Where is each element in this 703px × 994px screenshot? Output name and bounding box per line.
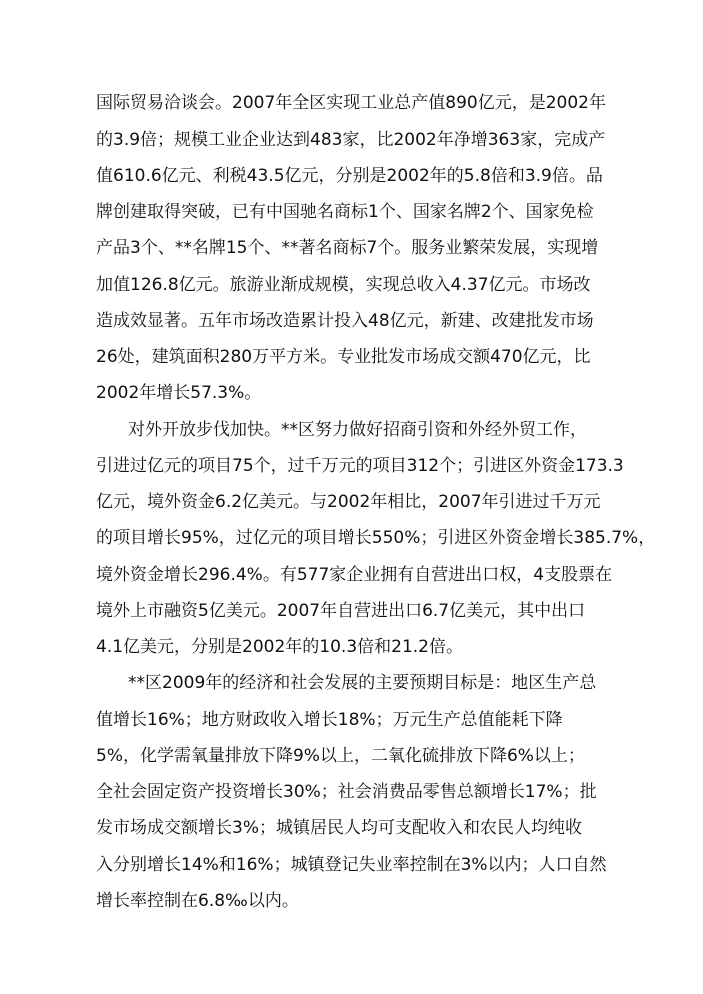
paragraph-start-line: **区2009年的经济和社会发展的主要预期目标是：地区生产总 [128, 673, 597, 693]
text-line: 加值126.8亿元。旅游业渐成规模，实现总收入4.37亿元。市场改 [96, 275, 591, 295]
text-line: 值610.6亿元、利税43.5亿元，分别是2002年的5.8倍和3.9倍。品 [96, 166, 603, 186]
text-line: 牌创建取得突破，已有中国驰名商标1个、国家名牌2个、国家免检 [96, 202, 594, 222]
text-line: 的项目增长95%，过亿元的项目增长550%；引进区外资金增长385.7%， [96, 528, 656, 548]
text-line: 引进过亿元的项目75个，过千万元的项目312个；引进区外资金173.3 [96, 456, 624, 476]
text-line: 造成效显著。五年市场改造累计投入48亿元，新建、改建批发市场 [96, 311, 594, 331]
text-line: 的3.9倍；规模工业企业达到483家，比2002年净增363家，完成产 [96, 130, 606, 150]
text-line: 5%，化学需氧量排放下降9%以上，二氧化硫排放下降6%以上； [96, 746, 585, 766]
text-line: 入分别增长14%和16%；城镇登记失业率控制在3%以内；人口自然 [96, 855, 607, 875]
text-line: 全社会固定资产投资增长30%；社会消费品零售总额增长17%；批 [96, 782, 597, 802]
text-line: 增长率控制在6.8‰以内。 [96, 891, 299, 911]
text-line: 值增长16%；地方财政收入增长18%；万元生产总值能耗下降 [96, 710, 563, 730]
text-line: 国际贸易洽谈会。2007年全区实现工业总产值890亿元，是2002年 [96, 93, 606, 113]
paragraph-start-line: 对外开放步伐加快。**区努力做好招商引资和外经外贸工作， [128, 420, 587, 440]
text-line: 亿元，境外资金6.2亿美元。与2002年相比，2007年引进过千万元 [96, 492, 601, 512]
text-line: 境外上市融资5亿美元。2007年自营进出口6.7亿美元，其中出口 [96, 601, 586, 621]
text-line: 境外资金增长296.4%。有577家企业拥有自营进出口权，4支股票在 [96, 565, 613, 585]
text-line: 2002年增长57.3%。 [96, 383, 262, 403]
text-line: 4.1亿美元，分别是2002年的10.3倍和21.2倍。 [96, 637, 464, 657]
text-line: 产品3个、**名牌15个、**著名商标7个。服务业繁荣发展，实现增 [96, 238, 599, 258]
text-line: 发市场成交额增长3%；城镇居民人均可支配收入和农民人均纯收 [96, 818, 582, 838]
text-line: 26处，建筑面积280万平方米。专业批发市场成交额470亿元，比 [96, 347, 591, 367]
